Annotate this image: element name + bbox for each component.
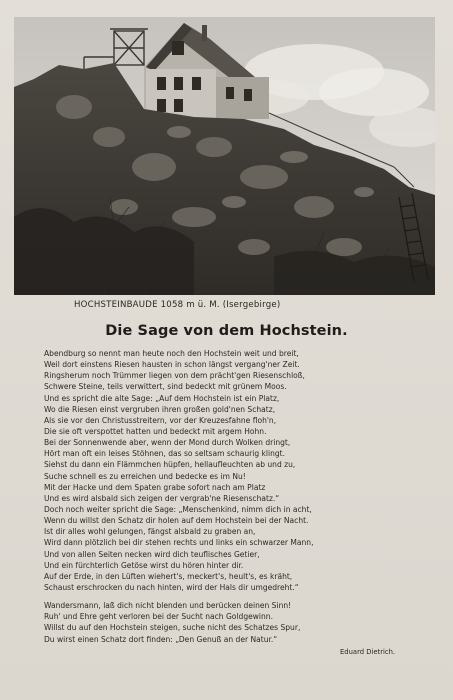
poem-line: Du wirst einen Schatz dort finden: „Den Genuß an der Natur.“ <box>44 634 278 644</box>
poem-line: Und es spricht die alte Sage: „Auf dem Hochstein ist ein Platz, <box>44 393 280 403</box>
poem-line: Doch noch weiter spricht die Sage: „Menschenkind, nimm dich in acht, <box>44 504 312 514</box>
poem-line: Und es wird alsbald sich zeigen der vergrab'ne Riesenschatz.“ <box>44 493 280 503</box>
poem-line: Hört man oft ein leises Stöhnen, das so seltsam schaurig klingt. <box>44 449 286 459</box>
poem-line: Schaust erschrocken du nach hinten, wird der Hals dir umgedreht.“ <box>44 582 299 592</box>
poem-line: Mit der Hacke und dem Spaten grabe sofort nach am Platz <box>44 482 266 492</box>
poem-author: Eduard Dietrich. <box>340 648 396 656</box>
poem-line: Ruh' und Ehre geht verloren bei der Sucht nach Goldgewinn. <box>44 612 273 622</box>
poem-line: Wenn du willst den Schatz dir holen auf dem Hochstein bei der Nacht. <box>44 516 309 526</box>
poem-line: Willst du auf den Hochstein steigen, suche nicht des Schatzes Spur, <box>44 623 301 633</box>
stanza-gap <box>44 593 404 600</box>
poem-line: Wo die Riesen einst vergruben ihren großen gold'nen Schatz, <box>44 404 276 414</box>
poem-title: Die Sage von dem Hochstein. <box>105 323 348 339</box>
poem-line: Die sie oft verspottet hatten und bedeckt mit argem Hohn. <box>44 426 267 436</box>
poem-line: Als sie vor den Christusstreitern, vor der Kreuzesfahne floh'n, <box>44 415 277 425</box>
poem-line: Und ein fürchterlich Getöse wirst du hören hinter dir. <box>44 560 244 570</box>
stanza-1 <box>44 348 404 593</box>
stanza-2 <box>44 600 404 645</box>
poem-text <box>44 348 404 645</box>
photo-hochsteinbaude <box>14 17 435 295</box>
poem-line: Suche schnell es zu erreichen und bedecke es im Nu! <box>44 471 246 481</box>
poem-line: Wandersmann, laß dich nicht blenden und berücken deinen Sinn! <box>44 601 292 611</box>
poem-line: Ringsherum noch Trümmer liegen von dem prächt'gen Riesenschloß, <box>44 371 305 381</box>
photo-caption: HOCHSTEINBAUDE 1058 m ü. M. (Isergebirge) <box>74 300 281 310</box>
poem-line: Auf der Erde, in den Lüften wiehert's, meckert's, heult's, es kräht, <box>44 571 293 581</box>
poem-line: Abendburg so nennt man heute noch den Hochstein weit und breit, <box>44 349 299 358</box>
poem-line: Siehst du dann ein Flämmchen hüpfen, hellaufleuchten ab und zu, <box>44 460 296 470</box>
poem-line: Bei der Sonnenwende aber, wenn der Mond durch Wolken dringt, <box>44 438 291 448</box>
poem-line: Wird dann plötzlich bei dir stehen rechts und links ein schwarzer Mann, <box>44 538 314 548</box>
poem-line: Und von allen Seiten necken wird dich teuflisches Getier, <box>44 549 260 559</box>
poem-line: Schwere Steine, teils verwittert, sind bedeckt mit grünem Moos. <box>44 382 287 392</box>
poem-line: Weil dort einstens Riesen hausten in schon längst vergang'ner Zeit. <box>44 360 300 370</box>
poem-line: Ist dir alles wohl gelungen, fängst alsbald zu graben an, <box>44 527 256 537</box>
